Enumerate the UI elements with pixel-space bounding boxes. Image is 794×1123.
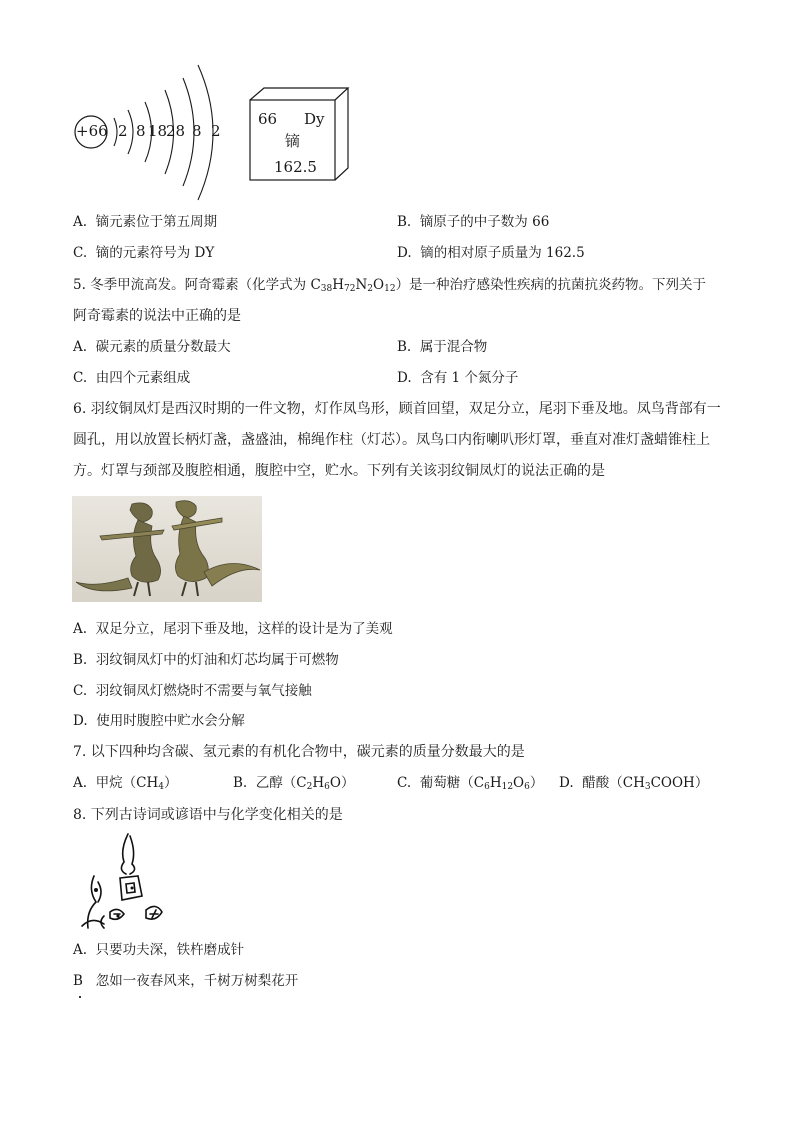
phoenix-lamp-photo: [72, 496, 262, 602]
element-symbol: Dy: [304, 110, 325, 128]
option-letter: C.: [73, 245, 88, 261]
option-letter: B.: [397, 214, 412, 230]
option-text: 镝元素位于第五周期: [95, 214, 218, 230]
q4-option-c[interactable]: [73, 244, 214, 262]
element-atomic-mass: 162.5: [274, 158, 317, 176]
q6-stem-line-3: 方。灯罩与颈部及腹腔相通，腹腔中空，贮水。下列有关该羽纹铜凤灯的说法正确的是: [73, 463, 605, 479]
option-text: 镝的相对原子质量为 162.5: [420, 245, 585, 261]
option-letter: C.: [73, 683, 88, 699]
shell-4-count: 28: [166, 122, 186, 140]
option-text: 镝原子的中子数为 66: [419, 214, 550, 230]
option-letter: D.: [397, 370, 412, 386]
nucleus-charge: +66: [76, 122, 108, 140]
ancient-illustration: [74, 830, 174, 934]
q5-option-c[interactable]: [73, 369, 190, 387]
q7-option-b[interactable]: B. 乙醇$(C_2H_6O)$: [233, 775, 355, 792]
option-letter: A.: [73, 339, 88, 355]
q6-option-c[interactable]: [73, 682, 312, 700]
q6-option-a[interactable]: [73, 620, 393, 638]
option-letter: D.: [397, 245, 412, 261]
q5-stem-line-2: 阿奇霉素的说法中正确的是: [73, 308, 241, 324]
option-text: 羽纹铜凤灯中的灯油和灯芯均属于可燃物: [95, 652, 339, 668]
q6-option-d[interactable]: [73, 712, 245, 730]
q4-option-d[interactable]: [397, 244, 585, 262]
q6-stem-line-1: 6. 羽纹铜凤灯是西汉时期的一件文物，灯作凤鸟形，顾首回望，双足分立，尾羽下垂及地。凤鸟背部有一: [73, 401, 721, 417]
option-letter: B.: [397, 339, 412, 355]
q5-option-d[interactable]: [397, 369, 518, 387]
option-text: 忽如一夜春风来，千树万树梨花开: [95, 973, 299, 989]
q6-stem-line-2: 圆孔，用以放置长柄灯盏，盏盛油，棉绳作柱（灯芯）。凤鸟口内衔喇叭形灯罩，垂直对准灯盏蜡锥柱上: [73, 432, 710, 448]
q8-stem: 8. 下列古诗词或谚语中与化学变化相关的是: [73, 807, 343, 823]
q7-option-a[interactable]: A. 甲烷$(CH_4)$: [73, 775, 178, 792]
option-letter: B.: [73, 652, 88, 668]
option-text: 由四个元素组成: [95, 370, 191, 386]
q6-option-b[interactable]: [73, 651, 339, 669]
option-text: 使用时腹腔中贮水会分解: [96, 713, 245, 729]
shell-3-count: 18: [148, 122, 168, 140]
option-letter: B: [73, 973, 83, 989]
option-text: 羽纹铜凤灯燃烧时不需要与氧气接触: [95, 683, 312, 699]
q5-option-a[interactable]: [73, 338, 231, 356]
q8-option-a[interactable]: [73, 941, 244, 959]
shell-6-count: 2: [211, 122, 221, 140]
q5-stem-line-1: 5. 冬季甲流高发。阿奇霉素（化学式为 $C_{38}H_{72}N_2O_{12}$）是一种治疗感染性疾病的抗菌抗炎药物。下列关于: [73, 277, 707, 294]
option-text: 含有 1 个氮分子: [420, 370, 519, 386]
option-text: 双足分立，尾羽下垂及地，这样的设计是为了美观: [95, 621, 393, 637]
option-text: 镝的元素符号为 DY: [95, 245, 215, 261]
option-text: 只要功夫深，铁杵磨成针: [95, 942, 245, 958]
q7-option-d[interactable]: D. 醋酸$(CH_3COOH)$: [559, 775, 709, 792]
q8-option-b[interactable]: [73, 972, 298, 990]
option-letter: D.: [73, 713, 88, 729]
shell-5-count: 8: [192, 122, 202, 140]
option-text: 碳元素的质量分数最大: [95, 339, 231, 355]
element-name: 镝: [285, 132, 301, 150]
q7-stem: 7. 以下四种均含碳、氢元素的有机化合物中，碳元素的质量分数最大的是: [73, 744, 525, 760]
q7-option-c[interactable]: C. 葡萄糖$(C_6H_{12}O_6)$: [397, 775, 544, 792]
option-letter: A.: [73, 214, 88, 230]
option-letter: C.: [73, 370, 88, 386]
option-letter: A.: [73, 621, 88, 637]
element-atomic-number: 66: [258, 110, 278, 128]
option-text: 属于混合物: [419, 339, 488, 355]
shell-1-count: 2: [118, 122, 128, 140]
q4-option-a[interactable]: [73, 213, 217, 231]
option-letter: A.: [73, 942, 88, 958]
q4-option-b[interactable]: [397, 213, 549, 231]
stray-dot: [79, 996, 81, 998]
q5-option-b[interactable]: [397, 338, 487, 356]
shell-2-count: 8: [136, 122, 146, 140]
